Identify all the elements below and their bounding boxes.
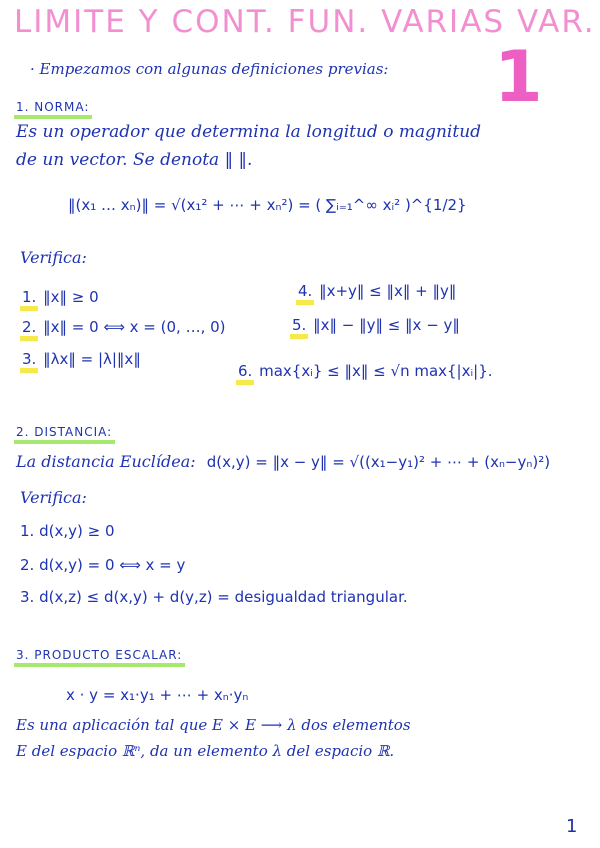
producto-escalar-formula: x · y = x₁·y₁ + ⋯ + xₙ·yₙ xyxy=(66,686,249,704)
distancia-property-2 xyxy=(20,556,185,574)
distancia-verifica-label: Verifica: xyxy=(20,488,87,507)
section-heading-producto-escalar: 3. PRODUCTO ESCALAR: xyxy=(14,648,185,667)
property-text: d(x,y) = 0 ⟺ x = y xyxy=(39,556,186,574)
distancia-property-3 xyxy=(20,588,408,606)
norma-verifica-label: Verifica: xyxy=(20,248,87,267)
norma-definition-line-1: Es un operador que determina la longitud o magnitud xyxy=(16,122,482,142)
norma-property-3 xyxy=(20,350,141,368)
property-text: ‖x‖ − ‖y‖ ≤ ‖x − y‖ xyxy=(313,316,460,334)
producto-escalar-line-2: E del espacio ℝⁿ, da un elemento λ del espacio ℝ. xyxy=(16,742,395,760)
distancia-property-1 xyxy=(20,522,115,540)
property-text: ‖x+y‖ ≤ ‖x‖ + ‖y‖ xyxy=(319,282,457,300)
norma-formula: ‖(x₁ … xₙ)‖ = √(x₁² + ⋯ + xₙ²) = ( ∑ᵢ₌₁^∞ xᵢ² )^{1/2} xyxy=(68,196,467,214)
property-number: 1. xyxy=(20,522,35,540)
norma-definition-line-2: de un vector. Se denota ‖ ‖. xyxy=(16,150,253,170)
property-number: 4. xyxy=(296,282,314,305)
page-title: LIMITE Y CONT. FUN. VARIAS VAR. xyxy=(14,4,596,40)
intro-line: · Empezamos con algunas definiciones previas: xyxy=(30,60,389,78)
section-heading-norma: 1. NORMA: xyxy=(14,100,92,119)
page-marker: 1 xyxy=(494,36,543,118)
page-number: 1 xyxy=(566,816,578,837)
producto-escalar-line-1: Es una aplicación tal que E × E ⟶ λ dos elementos xyxy=(16,716,411,734)
property-number: 3. xyxy=(20,350,38,373)
property-number: 2. xyxy=(20,318,38,341)
property-text: ‖x‖ = 0 ⟺ x = (0, …, 0) xyxy=(43,318,226,336)
norma-property-1 xyxy=(20,288,99,306)
property-text: d(x,y) ≥ 0 xyxy=(39,522,115,540)
norma-property-6 xyxy=(236,362,493,380)
distancia-formula: d(x,y) = ‖x − y‖ = √((x₁−y₁)² + ⋯ + (xₙ−yₙ)²) xyxy=(206,453,551,471)
norma-property-4 xyxy=(296,282,456,300)
norma-property-5 xyxy=(290,316,460,334)
property-text: ‖λx‖ = |λ|‖x‖ xyxy=(43,350,141,368)
distancia-definition xyxy=(16,452,550,471)
property-number: 5. xyxy=(290,316,308,339)
property-number: 3. xyxy=(20,588,35,606)
property-number: 2. xyxy=(20,556,35,574)
property-text: max{xᵢ} ≤ ‖x‖ ≤ √n max{|xᵢ|}. xyxy=(259,362,493,380)
property-text: d(x,z) ≤ d(x,y) + d(y,z) = desigualdad triangular. xyxy=(39,588,408,606)
norma-property-2 xyxy=(20,318,226,336)
property-number: 6. xyxy=(236,362,254,385)
distancia-definition-text: La distancia Euclídea: xyxy=(16,452,196,471)
property-number: 1. xyxy=(20,288,38,311)
property-text: ‖x‖ ≥ 0 xyxy=(43,288,99,306)
section-heading-distancia: 2. DISTANCIA: xyxy=(14,425,115,444)
